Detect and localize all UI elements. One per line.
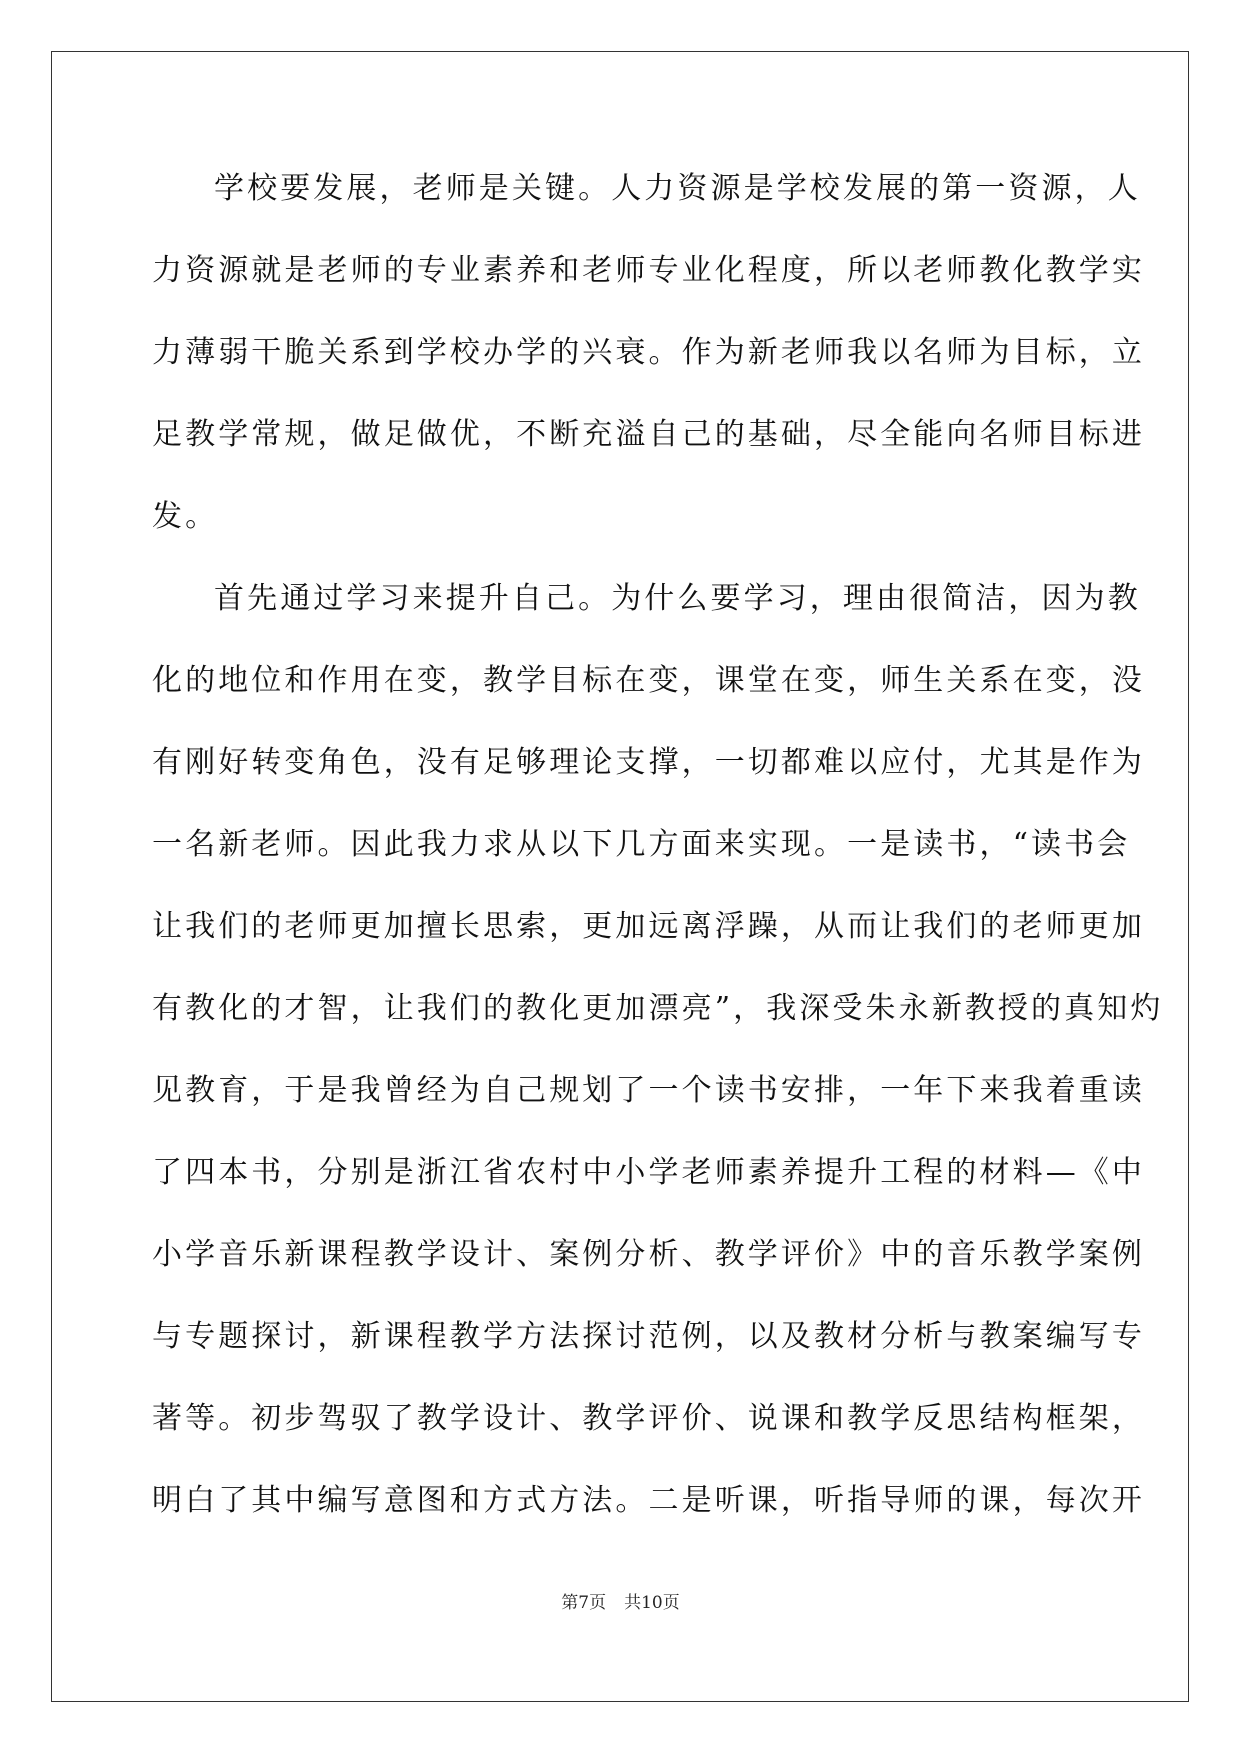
paragraph-2	[152, 558, 1164, 1542]
text-line: 有教化的才智，让我们的教化更加漂亮”，我深受朱永新教授的真知灼	[152, 991, 1164, 1026]
text-line: 与专题探讨，新课程教学方法探讨范例，以及教材分析与教案编写专	[152, 1319, 1145, 1354]
page-footer	[0, 1591, 1241, 1615]
text-line: 让我们的老师更加擅长思索，更加远离浮躁，从而让我们的老师更加	[152, 909, 1145, 944]
text-line: 著等。初步驾驭了教学设计、教学评价、说课和教学反思结构框架，	[152, 1401, 1145, 1436]
text-line: 了四本书，分别是浙江省农村中小学老师素养提升工程的材料—《中	[152, 1155, 1145, 1190]
page-total: 共10页	[624, 1593, 680, 1613]
text-line: 小学音乐新课程教学设计、案例分析、教学评价》中的音乐教学案例	[152, 1237, 1145, 1272]
page-number: 第7页	[561, 1593, 607, 1613]
text-line: 力薄弱干脆关系到学校办学的兴衰。作为新老师我以名师为目标，立	[152, 335, 1145, 370]
text-line: 力资源就是老师的专业素养和老师专业化程度，所以老师教化教学实	[152, 253, 1145, 288]
text-line: 足教学常规，做足做优，不断充溢自己的基础，尽全能向名师目标进	[152, 417, 1145, 452]
text-line: 学校要发展，老师是关键。人力资源是学校发展的第一资源，人	[214, 171, 1141, 206]
text-line: 见教育，于是我曾经为自己规划了一个读书安排，一年下来我着重读	[152, 1073, 1145, 1108]
document-body	[152, 148, 1164, 1542]
text-line: 首先通过学习来提升自己。为什么要学习，理由很简洁，因为教	[214, 581, 1141, 616]
text-line: 发。	[152, 499, 219, 534]
paragraph-1	[152, 148, 1145, 558]
text-line: 一名新老师。因此我力求从以下几方面来实现。一是读书，“读书会	[152, 827, 1131, 862]
text-line: 化的地位和作用在变，教学目标在变，课堂在变，师生关系在变，没	[152, 663, 1145, 698]
text-line: 明白了其中编写意图和方式方法。二是听课，听指导师的课，每次开	[152, 1483, 1145, 1518]
text-line: 有刚好转变角色，没有足够理论支撑，一切都难以应付，尤其是作为	[152, 745, 1145, 780]
